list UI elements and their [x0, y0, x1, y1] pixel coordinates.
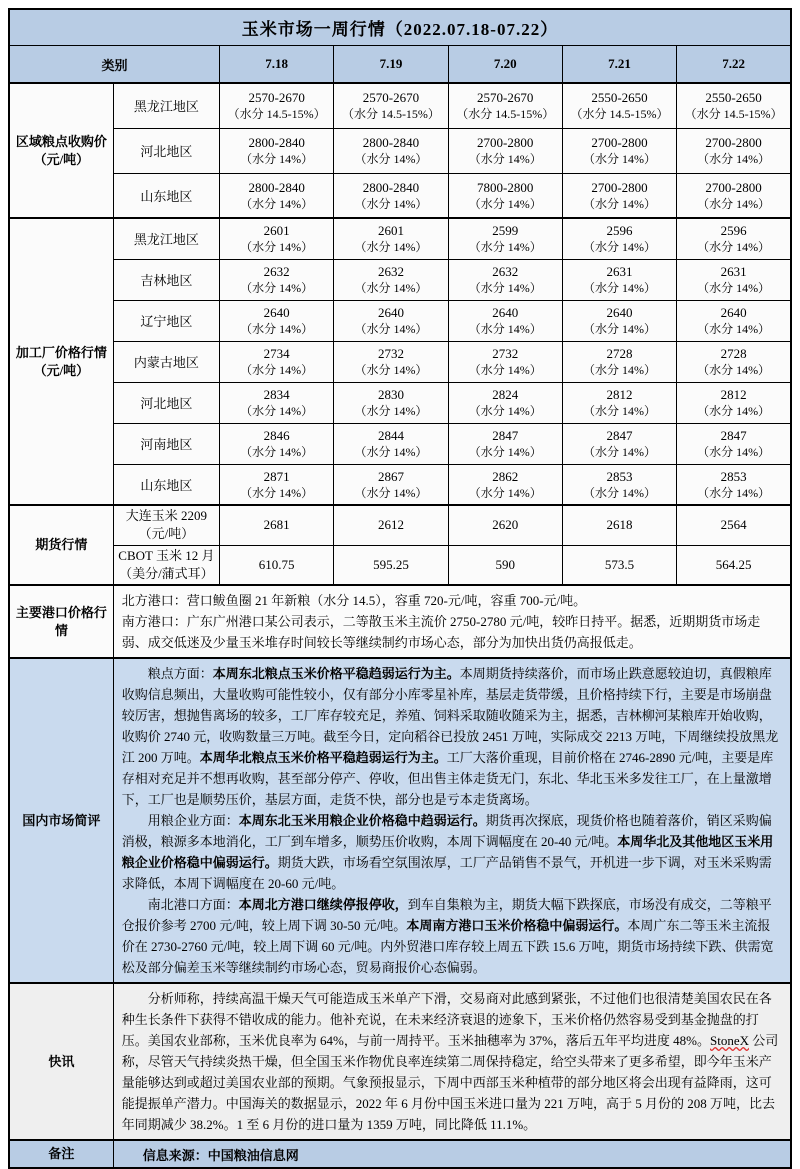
price-value: 2834 — [263, 387, 290, 402]
futures-price-cell: 595.25 — [334, 545, 448, 585]
price-cell — [562, 259, 676, 300]
price-cell — [334, 464, 448, 505]
price-cell — [448, 423, 562, 464]
price-value: 2550-2650 — [705, 90, 762, 106]
price-moisture: （水分 14%） — [583, 445, 656, 459]
price-value: 2812 — [720, 387, 747, 402]
price-value: 2700-2800 — [705, 179, 762, 195]
price-cell — [334, 173, 448, 218]
price-cell — [220, 83, 334, 128]
price-moisture: （水分 14.5-15%） — [684, 107, 783, 122]
price-cell — [677, 300, 791, 341]
domestic-commentary-section — [9, 658, 791, 983]
text-run: 本周华北粮点玉米价格平稳趋弱运行为主。 — [199, 750, 447, 765]
price-cell — [677, 218, 791, 259]
price-value: 2732 — [492, 346, 519, 361]
price-moisture: （水分 14%） — [583, 322, 656, 336]
price-cell — [334, 300, 448, 341]
text-run: 本周期货持续落价，而市场止跌意愿较迫切，真假粮库收购信息频出，大量收购可能性较小，仅有部分小库零星补库，基层走货带缓，且价格持续下行，主要是市场崩盘较厉害，想抛售离场的较多，工厂库存较充足，养殖、饲料采取随收随采为主，据悉，吉林柳河某粮库开始收购，收购价 2740 元，收购数量三万吨。截至今日，定向稻谷已投放 2451 万吨，实际成交 2213 万吨，下周继续投放黑龙江 200 万吨。 — [121, 666, 779, 765]
price-moisture: （水分 14%） — [354, 281, 428, 295]
price-moisture: （水分 14%） — [697, 196, 771, 211]
header-date: 7.19 — [334, 46, 448, 84]
region-cell: 辽宁地区 — [113, 300, 219, 341]
remark-source: 信息来源：中国粮油信息网 — [113, 1140, 791, 1168]
region-cell: 河北地区 — [113, 128, 219, 173]
price-value: 2847 — [492, 428, 519, 443]
price-moisture: （水分 14%） — [240, 363, 314, 377]
price-cell — [562, 300, 676, 341]
region-cell: 河南地区 — [113, 423, 219, 464]
header-date: 7.21 — [562, 46, 676, 84]
section-label-line1: 区域粮点收购价 — [15, 133, 107, 149]
corn-market-weekly-report-table — [8, 8, 792, 1169]
price-cell — [448, 300, 562, 341]
price-moisture: （水分 14%） — [583, 240, 656, 255]
price-value: 2596 — [720, 223, 747, 239]
price-value: 2847 — [720, 428, 747, 443]
price-cell — [448, 259, 562, 300]
price-cell — [334, 423, 448, 464]
price-moisture: （水分 14%） — [240, 152, 314, 166]
commentary-text — [113, 658, 791, 983]
price-moisture: （水分 14%） — [697, 322, 771, 336]
price-cell — [220, 423, 334, 464]
price-value: 2700-2800 — [591, 179, 648, 195]
price-value: 2734 — [263, 346, 290, 361]
ports-line-north: 北方港口：营口鲅鱼圈 21 年新粮（水分 14.5），容重 720-元/吨，容重 700-元/吨。 — [121, 593, 587, 608]
price-cell — [677, 423, 791, 464]
price-cell — [334, 382, 448, 423]
price-moisture: （水分 14.5-15%） — [341, 107, 440, 122]
region-purchase-price-section — [9, 83, 791, 218]
price-value: 2632 — [492, 264, 519, 279]
price-cell — [220, 218, 334, 259]
price-moisture: （水分 14%） — [697, 240, 771, 255]
text-run: 粮点方面： — [147, 666, 213, 681]
price-cell — [220, 128, 334, 173]
price-moisture: （水分 14%） — [240, 240, 314, 255]
futures-price-cell: 573.5 — [562, 545, 676, 585]
price-value: 2570-2670 — [477, 90, 534, 106]
price-moisture: （水分 14%） — [697, 445, 771, 459]
price-value: 2728 — [606, 346, 633, 361]
text-run: 用粮企业方面： — [147, 813, 239, 828]
price-value: 2640 — [492, 305, 519, 320]
price-moisture: （水分 14%） — [354, 196, 428, 211]
futures-contract-name: 大连玉米 2209 — [125, 508, 208, 524]
price-cell — [562, 83, 676, 128]
price-value: 2867 — [377, 468, 404, 484]
futures-price-cell: 590 — [448, 545, 562, 585]
price-moisture: （水分 14%） — [468, 404, 542, 418]
price-moisture: （水分 14%） — [354, 240, 428, 255]
price-cell — [677, 382, 791, 423]
price-cell — [220, 464, 334, 505]
price-cell — [677, 341, 791, 382]
price-cell — [677, 464, 791, 505]
futures-price-cell: 564.25 — [677, 545, 791, 585]
price-moisture: （水分 14%） — [468, 196, 542, 211]
price-cell — [562, 218, 676, 259]
region-cell: 河北地区 — [113, 382, 219, 423]
price-cell — [220, 341, 334, 382]
price-moisture: （水分 14.5-15%） — [570, 107, 669, 122]
price-moisture: （水分 14%） — [468, 240, 542, 255]
price-value: 2640 — [720, 305, 747, 320]
futures-price-cell: 2620 — [448, 505, 562, 545]
news-section — [9, 983, 791, 1140]
price-value: 2830 — [377, 387, 404, 402]
price-cell — [448, 83, 562, 128]
futures-contract-cell — [113, 505, 219, 545]
section-label-line1: 加工厂价格行情 — [15, 344, 107, 360]
header-date: 7.22 — [677, 46, 791, 84]
factory-price-section — [9, 218, 791, 505]
text-run: 本周东北玉米用粮企业价格稳中趋弱运行。 — [238, 813, 486, 828]
price-cell — [562, 382, 676, 423]
price-cell — [334, 83, 448, 128]
text-run: 到车自集粮为主，期货大幅下跌探底，市场没有成交，二等粮平仓报价参考 2700 元/吨，较上周下调 30-50 元/吨。 — [121, 897, 772, 933]
price-value: 2550-2650 — [591, 90, 648, 106]
futures-contract-cell — [113, 545, 219, 585]
region-cell: 山东地区 — [113, 173, 219, 218]
text-run: 工厂大落价重现，目前价格在 2746-2890 元/吨，主要是库存相对充足并不想再收购，甚至部分停产、停收，但出售主体走货无门，东北、华北玉米多发往工厂，在上量激增下，工厂也是顺势压价，基层方面，走货不快，部分也是亏本走货离场。 — [121, 750, 774, 807]
price-value: 2700-2800 — [477, 135, 534, 150]
text-run: 本周华北及其他地区玉米用粮企业价格稳中偏弱运行。 — [121, 834, 774, 870]
header-category-label: 类别 — [9, 46, 220, 84]
price-moisture: （水分 14%） — [468, 281, 542, 295]
price-cell — [677, 173, 791, 218]
price-value: 2800-2840 — [362, 135, 420, 150]
region-cell: 内蒙古地区 — [113, 341, 219, 382]
price-moisture: （水分 14%） — [354, 445, 428, 459]
price-value: 2640 — [377, 305, 404, 320]
region-cell: 黑龙江地区 — [113, 218, 219, 259]
price-moisture: （水分 14%） — [240, 281, 314, 295]
remark-section-label: 备注 — [9, 1140, 113, 1168]
price-moisture: （水分 14%） — [468, 322, 542, 336]
price-cell — [220, 300, 334, 341]
news-section-label: 快讯 — [9, 983, 113, 1140]
price-value: 2601 — [377, 223, 404, 239]
price-cell — [677, 83, 791, 128]
price-cell — [448, 128, 562, 173]
price-moisture: （水分 14%） — [697, 152, 771, 166]
commentary-paragraph — [122, 810, 782, 894]
price-moisture: （水分 14%） — [354, 322, 428, 336]
section-label-unit: （元/吨） — [33, 151, 90, 167]
price-cell — [334, 128, 448, 173]
price-value: 2640 — [263, 305, 290, 320]
price-value: 2631 — [606, 264, 633, 279]
price-moisture: （水分 14%） — [583, 485, 656, 500]
price-value: 2601 — [263, 223, 290, 239]
price-value: 2812 — [606, 387, 633, 402]
price-cell — [562, 128, 676, 173]
spellcheck-flagged-word: StoneX — [710, 1033, 749, 1048]
text-run: 本周北方港口继续停报停收， — [238, 897, 408, 912]
price-moisture: （水分 14%） — [354, 485, 428, 500]
price-moisture: （水分 14%） — [468, 485, 542, 500]
report-title: 玉米市场一周行情（2022.07.18-07.22） — [9, 9, 791, 46]
text-run: 期货大跌，市场看空氛围浓厚，工厂产品销售不景气，开机进一步下调，对玉米采购需求降低，本周下调幅度在 20-60 元/吨。 — [121, 855, 772, 891]
price-cell — [448, 218, 562, 259]
price-cell — [562, 173, 676, 218]
price-cell — [562, 423, 676, 464]
price-value: 2853 — [720, 468, 747, 484]
price-moisture: （水分 14%） — [583, 196, 656, 211]
price-cell — [562, 341, 676, 382]
text-run: 本周南方港口玉米价格稳中偏弱运行。 — [406, 918, 628, 933]
price-value: 2700-2800 — [705, 135, 762, 150]
price-value: 2732 — [377, 346, 404, 361]
price-cell — [220, 382, 334, 423]
futures-section-label: 期货行情 — [9, 505, 113, 585]
futures-contract-unit: （元/吨） — [138, 526, 195, 542]
price-value: 2632 — [377, 264, 404, 279]
region-cell: 山东地区 — [113, 464, 219, 505]
ports-section — [9, 585, 791, 658]
price-value: 2853 — [606, 468, 633, 484]
price-value: 2596 — [606, 223, 633, 239]
price-value: 2728 — [720, 346, 747, 361]
price-moisture: （水分 14%） — [697, 485, 771, 500]
text-run: 本周东北粮点玉米价格平稳趋弱运行为主。 — [212, 666, 460, 681]
text-run: 期货再次探底，现货价格也随着落价，销区采购偏消极，粮源多本地消化，工厂到车增多，顺势压价收购，本周下调幅度在 20-40 元/吨。 — [121, 813, 772, 849]
price-value: 2570-2670 — [248, 90, 305, 106]
ports-line-south: 南方港口：广东广州港口某公司表示，二等散玉米主流价 2750-2780 元/吨，较昨日持平。据悉，近期期货市场走弱、成交低迷及少量玉米堆存时间较长等继续制约市场心态，部分为加快出货仍高报低走。 — [121, 614, 761, 650]
price-moisture: （水分 14%） — [240, 445, 314, 459]
region-cell: 吉林地区 — [113, 259, 219, 300]
news-paragraph — [122, 988, 782, 1135]
price-moisture: （水分 14%） — [697, 363, 771, 377]
price-value: 2847 — [606, 428, 633, 443]
price-moisture: （水分 14%） — [354, 363, 428, 377]
price-moisture: （水分 14%） — [468, 363, 542, 377]
text-run: 南北港口方面： — [147, 897, 239, 912]
price-value: 2824 — [492, 387, 519, 402]
price-cell — [334, 341, 448, 382]
price-moisture: （水分 14%） — [697, 404, 771, 418]
price-moisture: （水分 14.5-15%） — [456, 107, 555, 122]
price-moisture: （水分 14%） — [583, 404, 656, 418]
header-date: 7.18 — [220, 46, 334, 84]
commentary-paragraph — [122, 663, 782, 810]
futures-contract-name: CBOT 玉米 12 月 — [118, 547, 215, 563]
text-run: 分析师称，持续高温干燥天气可能造成玉米单产下滑，交易商对此感到紧张，不过他们也很清楚美国农民在各种生长条件下获得不错收成的能力。他补充说，在未来经济衰退的迹象下，玉米价格仍然容易受到基金抛盘的打压。美国农业部称，玉米优良率为 64%，与前一周持平。玉米抽穗率为 37%，落后五年平均进度 48%。 — [121, 991, 772, 1048]
futures-price-cell: 2681 — [220, 505, 334, 545]
price-cell — [448, 173, 562, 218]
futures-price-cell: 2564 — [677, 505, 791, 545]
price-moisture: （水分 14%） — [240, 322, 314, 336]
ports-section-label: 主要港口价格行情 — [9, 585, 113, 658]
price-value: 2800-2840 — [248, 179, 305, 195]
price-value: 2640 — [606, 305, 633, 320]
news-text — [113, 983, 791, 1140]
futures-price-cell: 610.75 — [220, 545, 334, 585]
futures-section — [9, 505, 791, 585]
price-moisture: （水分 14%） — [583, 281, 656, 295]
price-value: 2844 — [377, 428, 404, 443]
section-label — [9, 83, 113, 218]
price-cell — [677, 259, 791, 300]
price-cell — [220, 259, 334, 300]
price-value: 2846 — [263, 428, 290, 443]
region-cell: 黑龙江地区 — [113, 83, 219, 128]
price-cell — [677, 128, 791, 173]
commentary-paragraph — [122, 894, 782, 978]
price-moisture: （水分 14%） — [468, 445, 542, 459]
price-value: 2632 — [263, 264, 290, 279]
price-moisture: （水分 14%） — [240, 196, 314, 211]
price-cell — [448, 464, 562, 505]
price-moisture: （水分 14%） — [468, 152, 542, 166]
ports-text — [113, 585, 791, 658]
price-value: 2631 — [720, 264, 747, 279]
price-moisture: （水分 14%） — [240, 485, 314, 500]
section-label-unit: （元/吨） — [33, 362, 90, 378]
price-cell — [562, 464, 676, 505]
price-cell — [448, 341, 562, 382]
price-value: 2871 — [263, 468, 290, 484]
price-value: 2599 — [492, 223, 519, 239]
price-value: 2570-2670 — [362, 90, 420, 106]
remark-section — [9, 1140, 791, 1168]
price-cell — [220, 173, 334, 218]
commentary-section-label: 国内市场简评 — [9, 658, 113, 983]
price-value: 2800-2840 — [248, 135, 305, 150]
futures-price-cell: 2618 — [562, 505, 676, 545]
price-moisture: （水分 14%） — [697, 281, 771, 295]
price-moisture: （水分 14%） — [240, 404, 314, 418]
price-value: 2800-2840 — [362, 179, 420, 195]
text-run: 本周广东二等玉米主流报价在 2730-2760 元/吨，较上周下调 60 元/吨。内外贸港口库存较上周五下跌 15.6 万吨，期货市场持续下跌、供需宽松及部分偏差玉米等继续制约市场心态，贸易商报价心态偏弱。 — [121, 918, 774, 975]
price-value: 2700-2800 — [591, 135, 648, 150]
price-value: 2862 — [492, 468, 519, 484]
text-run: 公司称，尽管天气持续炎热干燥，但全国玉米作物优良率连续第二周保持稳定，给空头带来了更多希望，即今年玉米产量能够达到或超过美国农业部的预期。气象预报显示，下周中西部玉米种植带的部分地区将会出现有益降雨，这可能提振单产潜力。中国海关的数据显示，2022 年 6 月份中国玉米进口量为 221 万吨，高于 5 月份的 208 万吨，比去年同期减少 38.2%。1 至 6 月份的进口量为 1359 万吨，同比降低 11.1%。 — [121, 1033, 779, 1132]
section-label — [9, 218, 113, 505]
price-moisture: （水分 14%） — [583, 363, 656, 377]
price-cell — [334, 218, 448, 259]
price-cell — [334, 259, 448, 300]
futures-price-cell: 2612 — [334, 505, 448, 545]
price-moisture: （水分 14.5-15%） — [227, 107, 326, 122]
header-date: 7.20 — [448, 46, 562, 84]
price-value: 7800-2800 — [477, 179, 534, 195]
price-moisture: （水分 14%） — [354, 152, 428, 166]
price-moisture: （水分 14%） — [354, 404, 428, 418]
price-cell — [448, 382, 562, 423]
futures-contract-unit: （美分/蒲式耳） — [119, 565, 214, 581]
price-moisture: （水分 14%） — [583, 152, 656, 166]
